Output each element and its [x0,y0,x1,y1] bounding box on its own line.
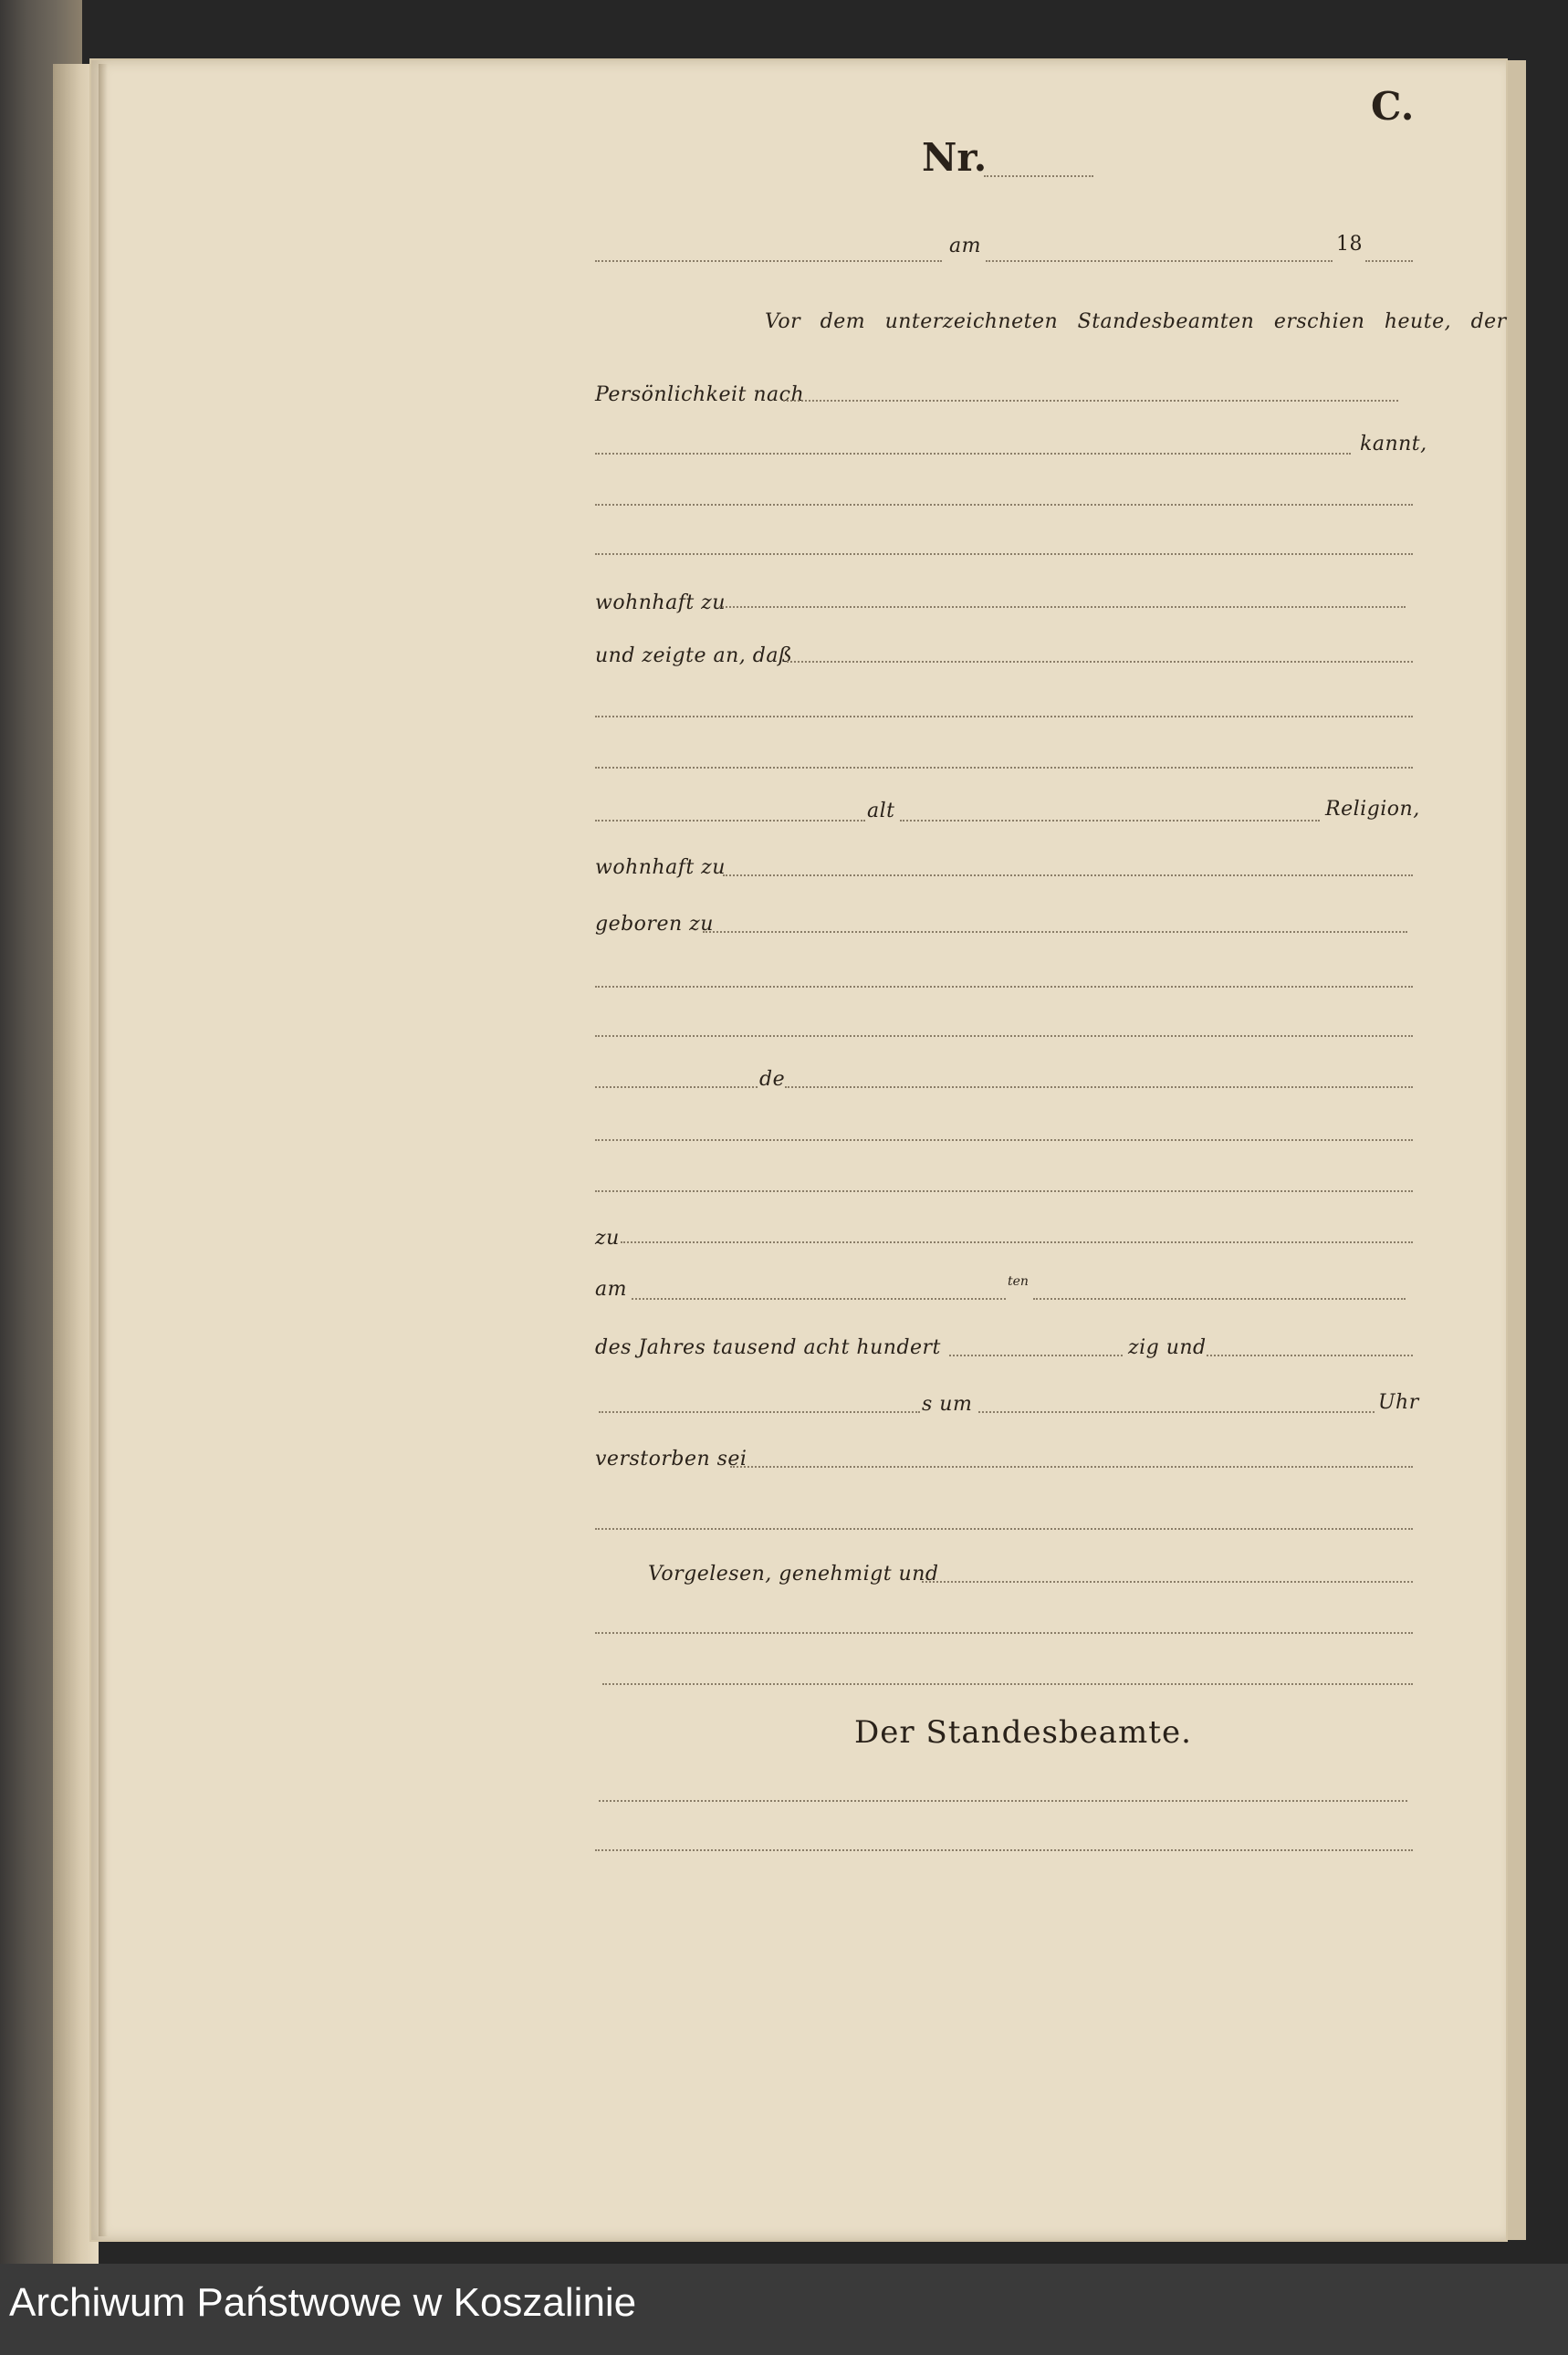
blank-line-8 [595,1190,1413,1192]
year-tail-line [1207,1355,1413,1356]
blank-line-9 [595,1528,1413,1530]
zeigte-line [787,661,1413,663]
zig-label: zig und [1128,1336,1207,1359]
religion-line [900,820,1320,822]
hundreds-line [949,1355,1123,1356]
blank-line-4 [595,767,1413,769]
time-prefix-line [599,1411,920,1413]
nr-line [984,175,1093,177]
kannt-line [595,453,1351,455]
wohnhaft-line-1 [719,606,1406,608]
place-line [595,260,942,262]
vorgelesen-label: Vorgelesen, genehmigt und [648,1563,939,1586]
am-label-2: am [595,1278,627,1301]
day-line [632,1298,1006,1300]
am-label: am [949,235,981,257]
date-line [986,260,1333,262]
uhr-label: Uhr [1378,1391,1419,1414]
age-line [595,820,865,822]
archive-footer [0,2264,1568,2355]
alt-label: alt [867,800,895,822]
intro-text: Vor dem unterzeichneten Standesbeamten erschien heute, der [765,310,1507,333]
personality-label: Persönlichkeit nach [595,383,805,406]
wohnhaft-label-2: wohnhaft zu [595,856,726,879]
zu-label: zu [595,1227,620,1250]
blank-line-11 [602,1683,1413,1685]
religion-label: Religion, [1325,798,1420,821]
month-line [1033,1298,1406,1300]
blank-line-1 [595,504,1413,506]
hour-line [978,1411,1375,1413]
zeigte-label: und zeigte an, daß [595,644,793,667]
de-line [785,1086,1413,1088]
signature-line-1 [599,1800,1407,1802]
s-um-label: s um [922,1393,973,1416]
right-page-edge [1506,60,1526,2240]
geboren-line [703,931,1407,933]
archive-name: Archiwum Państwowe w Koszalinie [9,2280,637,2325]
blank-line-6 [595,1035,1413,1037]
year-prefix: 18 [1336,233,1363,256]
signature-line-2 [595,1849,1413,1851]
year-line [1365,260,1413,262]
form-letter: C. [1371,84,1415,129]
nr-label: Nr. [922,135,988,180]
kannt-label: kannt, [1360,433,1427,455]
ten-suffix: ten [1008,1274,1029,1289]
blank-line-3 [595,716,1413,717]
vorgelesen-line [922,1581,1413,1583]
blank-line-2 [595,553,1413,555]
geboren-label: geboren zu [595,913,714,936]
verstorben-label: verstorben sei [595,1448,747,1471]
standesbeamte-heading: Der Standesbeamte. [854,1714,1192,1751]
jahres-label: des Jahres tausend acht hundert [595,1336,941,1359]
wohnhaft-label-1: wohnhaft zu [595,591,726,614]
wohnhaft-line-2 [723,874,1413,876]
verstorben-line [730,1466,1413,1468]
zu-line [621,1241,1413,1243]
blank-line-10 [595,1632,1413,1634]
blank-line-5 [595,986,1413,988]
page-fold-shadow [99,64,108,2236]
de-prefix-line [595,1086,758,1088]
personality-line [783,400,1398,402]
blank-line-7 [595,1139,1413,1141]
de-label: de [759,1068,786,1091]
